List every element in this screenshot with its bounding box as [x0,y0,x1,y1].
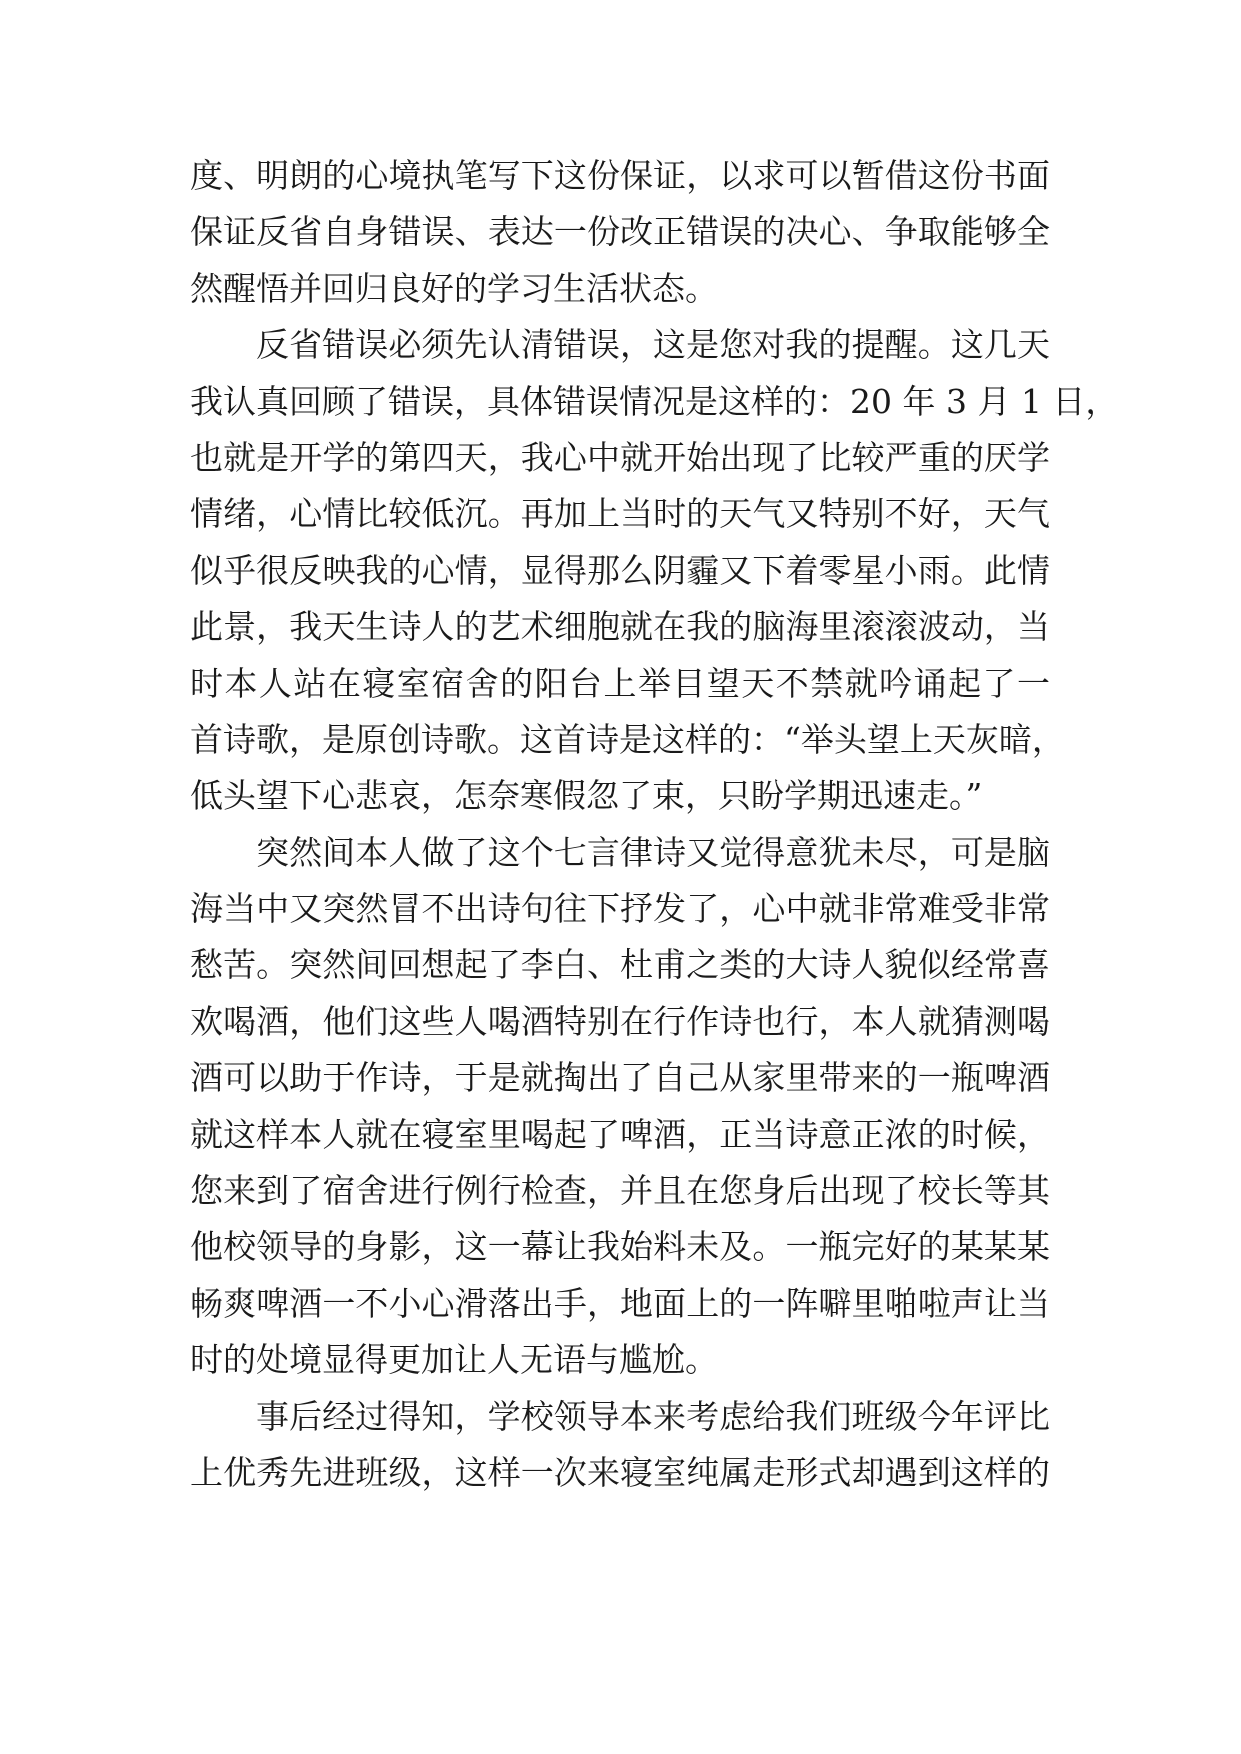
text-line: 欢喝酒，他们这些人喝酒特别在行作诗也行，本人就猜测喝 [190,1001,1050,1041]
text-line: 低头望下心悲哀，怎奈寒假忽了束，只盼学期迅速走。” [190,776,983,816]
text-line: 他校领导的身影，这一幕让我始料未及。一瓶完好的某某某 [190,1227,1050,1267]
text-line: 事后经过得知，学校领导本来考虑给我们班级今年评比 [256,1396,1050,1436]
text-line: 上优秀先进班级，这样一次来寝室纯属走形式却遇到这样的 [190,1452,1050,1492]
text-line: 酒可以助于作诗，于是就掏出了自己从家里带来的一瓶啤酒 [190,1058,1050,1098]
text-line: 度、明朗的心境执笔写下这份保证，以求可以暂借这份书面 [190,156,1050,195]
text-line: 我认真回顾了错误，具体错误情况是这样的：20 年 3 月 1 日， [190,381,1119,421]
text-line: 情绪，心情比较低沉。再加上当时的天气又特别不好，天气 [190,494,1050,534]
text-line: 海当中又突然冒不出诗句往下抒发了，心中就非常难受非常 [190,889,1050,929]
text-line: 也就是开学的第四天，我心中就开始出现了比较严重的厌学 [190,437,1050,477]
text-line: 此景，我天生诗人的艺术细胞就在我的脑海里滚滚波动，当 [190,607,1050,647]
text-line: 时本人站在寝室宿舍的阳台上举目望天不禁就吟诵起了一 [190,663,1050,703]
text-line: 愁苦。突然间回想起了李白、杜甫之类的大诗人貌似经常喜 [190,945,1050,985]
text-line: 保证反省自身错误、表达一份改正错误的决心、争取能够全 [190,212,1050,252]
text-line: 首诗歌，是原创诗歌。这首诗是这样的：“举头望上天灰暗， [190,719,1065,759]
text-line: 时的处境显得更加让人无语与尴尬。 [190,1340,718,1380]
text-line: 然醒悟并回归良好的学习生活状态。 [190,268,718,308]
text-line: 就这样本人就在寝室里喝起了啤酒，正当诗意正浓的时候， [190,1114,1050,1154]
text-line: 反省错误必须先认清错误，这是您对我的提醒。这几天 [256,325,1050,365]
text-line: 您来到了宿舍进行例行检查，并且在您身后出现了校长等其 [190,1171,1050,1211]
text-line: 突然间本人做了这个七言律诗又觉得意犹未尽，可是脑 [256,832,1050,872]
text-line: 似乎很反映我的心情，显得那么阴霾又下着零星小雨。此情 [190,550,1050,590]
text-line: 畅爽啤酒一不小心滑落出手，地面上的一阵噼里啪啦声让当 [190,1283,1050,1323]
body-text [190,148,1119,1501]
